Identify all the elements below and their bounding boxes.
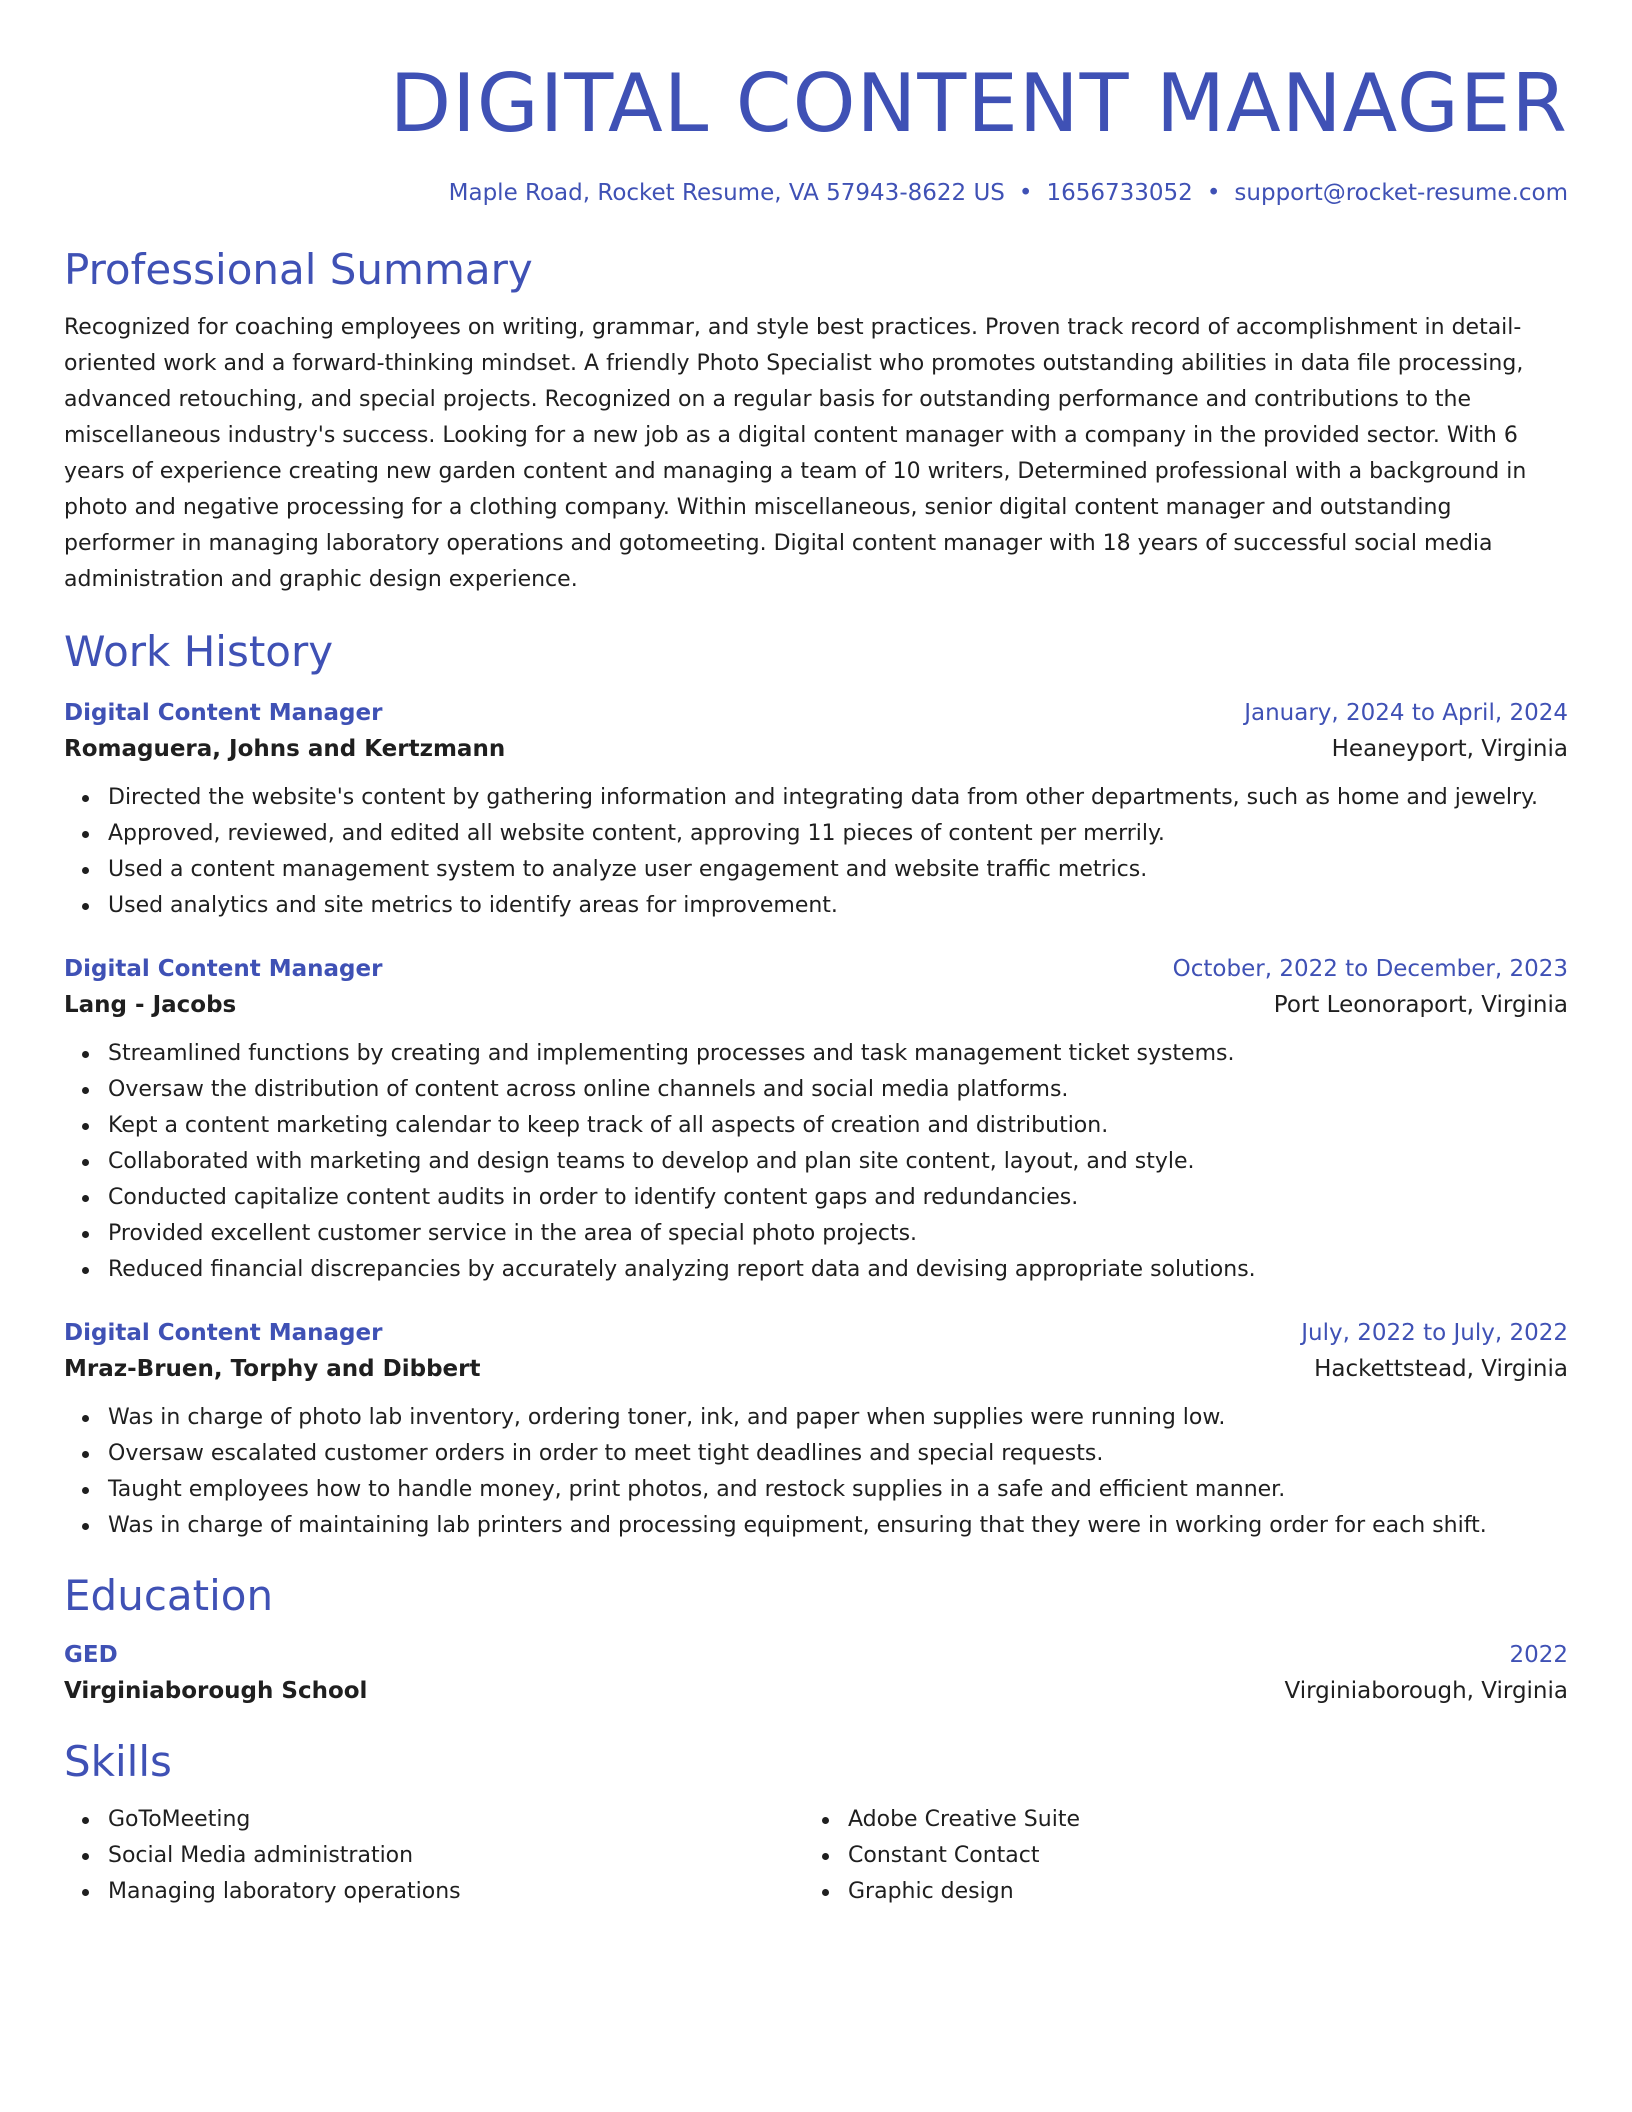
company-name: Mraz-Bruen, Torphy and Dibbert: [64, 1356, 481, 1382]
job-dates: October, 2022 to December, 2023: [1172, 956, 1568, 982]
school-location: Virginiaborough, Virginia: [1284, 1678, 1568, 1704]
education-entry: [64, 1638, 1568, 1710]
job-dates: July, 2022 to July, 2022: [1301, 1320, 1568, 1346]
email-link[interactable]: support@rocket-resume.com: [1234, 180, 1568, 206]
list-item: Taught employees how to handle money, print photos, and restock supplies in a safe and efficient manner.: [108, 1472, 1568, 1508]
job-location: Heaneyport, Virginia: [1331, 736, 1568, 762]
list-item: Oversaw escalated customer orders in order to meet tight deadlines and special requests.: [108, 1436, 1568, 1472]
list-item: Oversaw the distribution of content across online channels and social media platforms.: [108, 1072, 1568, 1108]
address: Maple Road, Rocket Resume, VA 57943-8622 US: [448, 180, 1005, 206]
degree: GED: [64, 1642, 118, 1668]
job-dates: January, 2024 to April, 2024: [1244, 700, 1568, 726]
work-history-heading: Work History: [64, 627, 334, 676]
job-entry: [64, 1316, 1568, 1544]
job-bullets: [64, 1036, 1568, 1288]
skill-item: Adobe Creative Suite: [848, 1802, 1544, 1838]
list-item: Kept a content marketing calendar to keep track of all aspects of creation and distribution.: [108, 1108, 1568, 1144]
separator-dot: •: [1206, 180, 1221, 206]
job-location: Hackettstead, Virginia: [1314, 1356, 1568, 1382]
list-item: Conducted capitalize content audits in order to identify content gaps and redundancies.: [108, 1180, 1568, 1216]
separator-dot: •: [1018, 180, 1033, 206]
list-item: Collaborated with marketing and design teams to develop and plan site content, layout, and style.: [108, 1144, 1568, 1180]
education-heading: Education: [64, 1571, 274, 1620]
skill-item: GoToMeeting: [108, 1802, 804, 1838]
company-name: Lang - Jacobs: [64, 992, 237, 1018]
skill-item: Graphic design: [848, 1874, 1544, 1910]
list-item: Directed the website's content by gathering information and integrating data from other departments, such as home and jewelry.: [108, 780, 1568, 816]
list-item: Reduced financial discrepancies by accurately analyzing report data and devising appropriate solutions.: [108, 1252, 1568, 1288]
job-entry: [64, 696, 1568, 924]
contact-line: [64, 178, 1568, 208]
list-item: Used a content management system to analyze user engagement and website traffic metrics.: [108, 852, 1568, 888]
list-item: Was in charge of photo lab inventory, ordering toner, ink, and paper when supplies were running low.: [108, 1400, 1568, 1436]
school-name: Virginiaborough School: [64, 1678, 368, 1704]
list-item: Approved, reviewed, and edited all website content, approving 11 pieces of content per merrily.: [108, 816, 1568, 852]
candidate-title: DIGITAL CONTENT MANAGER: [389, 57, 1568, 150]
list-item: Was in charge of maintaining lab printers and processing equipment, ensuring that they were in working order for each shift.: [108, 1508, 1568, 1544]
list-item: Streamlined functions by creating and implementing processes and task management ticket systems.: [108, 1036, 1568, 1072]
job-bullets: [64, 1400, 1568, 1544]
job-bullets: [64, 780, 1568, 924]
list-item: Used analytics and site metrics to identify areas for improvement.: [108, 888, 1568, 924]
summary-text: Recognized for coaching employees on writing, grammar, and style best practices. Proven track record of accomplishment in detail-oriented work and a forward-thinking mindset. A friendly Photo Specialist who promotes outstanding abilities in data file processing, advanced retouching, and special projects. Recognized on a regular basis for outstanding performance and contributions to the miscellaneous industry's success. Looking for a new job as a digital content manager with a company in the provided sector. With 6 years of experience creating new garden content and managing a team of 10 writers, Determined professional with a background in photo and negative processing for a clothing company. Within miscellaneous, senior digital content manager and outstanding performer in managing laboratory operations and gotomeeting. Digital content manager with 18 years of successful social media administration and graphic design experience.: [64, 315, 1527, 592]
job-title: Digital Content Manager: [64, 700, 383, 726]
job-title: Digital Content Manager: [64, 956, 383, 982]
phone: 1656733052: [1046, 180, 1193, 206]
skill-item: Constant Contact: [848, 1838, 1544, 1874]
skills-list: [64, 1796, 1568, 1910]
job-title: Digital Content Manager: [64, 1320, 383, 1346]
list-item: Provided excellent customer service in the area of special photo projects.: [108, 1216, 1568, 1252]
company-name: Romaguera, Johns and Kertzmann: [64, 736, 506, 762]
skill-item: Social Media administration: [108, 1838, 804, 1874]
graduation-year: 2022: [1509, 1642, 1568, 1668]
job-location: Port Leonoraport, Virginia: [1273, 992, 1568, 1018]
skills-column-right: [804, 1796, 1544, 1910]
summary-heading: Professional Summary: [64, 245, 533, 294]
skill-item: Managing laboratory operations: [108, 1874, 804, 1910]
job-entry: [64, 952, 1568, 1288]
resume-header: [64, 56, 1568, 208]
skills-heading: Skills: [64, 1737, 172, 1786]
skills-column-left: [64, 1796, 804, 1910]
